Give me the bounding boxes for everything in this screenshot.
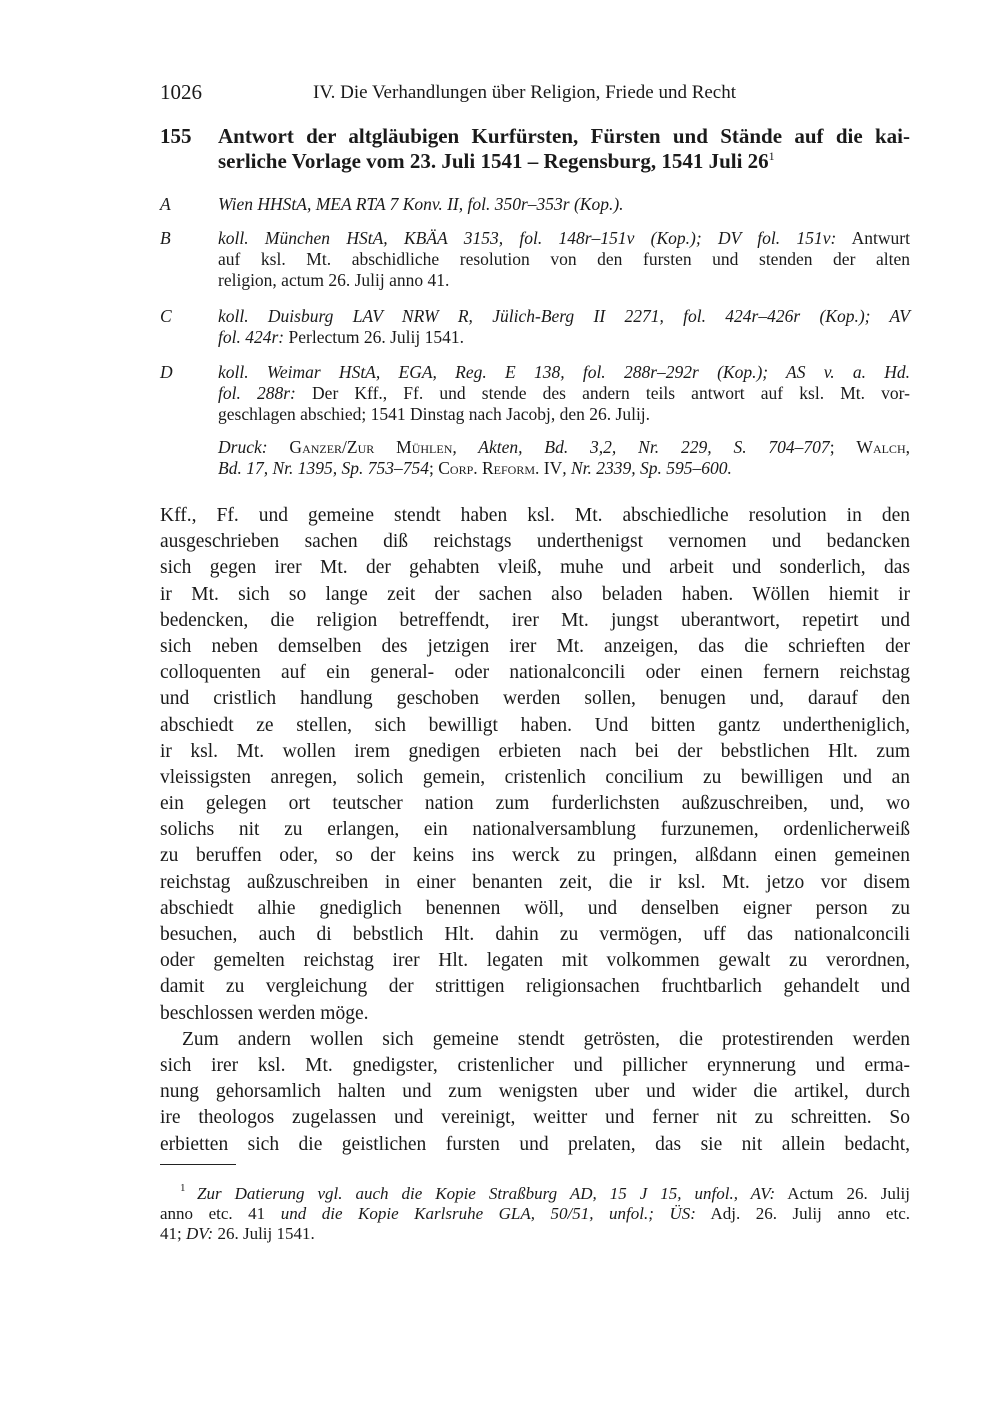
body-line: Zum andern wollen sich gemeine stendt getrösten, die protestirenden werden [182,1028,910,1050]
text-segment: Druck: [218,437,268,457]
body-line: Kff., Ff. und gemeine stendt haben ksl. Mt. abschiedliche resolution in den [160,505,910,526]
text-segment: DV: [185,1224,214,1243]
text-segment: 26. Julij 1541. [213,1224,315,1243]
text-line [218,270,910,291]
text-line [160,1184,910,1204]
body-line: beschlossen werden möge. [160,1002,369,1024]
text-segment: Zur Datierung vgl. auch die Kopie Straßburg AD, 15 J 15, unfol., AV: [197,1184,776,1203]
body-line: ire theologos zugelassen und vereinigt, weitter und ferner nit zu schreitten. So [160,1107,910,1129]
footnote-divider [160,1164,236,1165]
text-segment: , Akten, Bd. 3,2, Nr. 229, S. 704–707 [452,437,830,457]
document-title [218,124,910,174]
body-line: besuchen, auch di bebstlich Hlt. dahin zu vermögen, uff das nationalconcili [160,924,910,945]
text-segment: IV [539,458,563,478]
main-text [160,503,910,1158]
text-segment: geschlagen abschied; 1541 Dinstag nach Jacobj, den 26. Julij. [218,404,651,424]
text-line [218,249,910,270]
text-segment: fol. 424r: [218,327,285,347]
text-line [218,458,910,479]
text-segment: koll. Duisburg LAV NRW R, Jülich-Berg II 2271, fol. 424r–426r (Kop.); AV [218,306,910,326]
text-segment: Actum 26. Julij [775,1184,910,1203]
body-line: abschiedt ze stellen, sich bewilligt haben. Und bitten gantz undertheniglich, [160,714,910,736]
source-siglum: A [160,194,171,214]
text-segment: Ganzer/Zur Mühlen [267,437,453,457]
text-line [218,306,910,327]
footnote [160,1184,910,1244]
body-line: und cristlich handlung geschoben werden sollen, benugen und, darauf den [160,688,910,710]
body-line: zu beruffen oder, so der keins ins werck zu pringen, alßdann einen gemeinen [160,845,910,867]
text-line [218,404,910,425]
body-line: colloquenten auf ein general- oder nationalconcili oder einen fernern reichstag [160,662,910,684]
source-siglum: C [160,306,172,326]
text-segment: Bd. 17, Nr. 1395, Sp. 753–754 [218,458,429,478]
text-line [218,194,910,215]
body-line: bedencken, die religion betreffendt, irer Mt. jungst uberantwort, repetirt und [160,609,910,631]
body-line: oder gemelten reichstag irer Hlt. legaten mit volkommen gewalt zu verordnen, [160,950,910,972]
source-entry [218,362,910,425]
text-line [160,1224,910,1244]
source-entry [218,228,910,291]
body-line: ir ksl. Mt. wollen irem gnedigen erbieten nach bei der bebstlichen Hlt. zum [160,740,910,762]
title-line [218,149,910,174]
source-entry [218,306,910,348]
text-segment: Walch, [856,437,910,457]
source-siglum: D [160,362,173,382]
text-segment: anno etc. 41 [160,1204,281,1223]
source-entry [218,437,910,479]
body-line: reichstag außzuschreiben in einer benanten zeit, die ir ksl. Mt. jetzo vor disem [160,871,910,893]
body-line: sich neben demselben des jetzigen irer Mt. anzeigen, das die schrieften der [160,635,910,657]
text-segment: Corp. Reform. [438,458,540,478]
body-line: sich gegen irer Mt. der gehabten vleiß, muhe und arbeit und sonderlich, das [160,557,910,579]
body-line: ir Mt. sich so lange zeit der sachen also beladen haben. Wöllen hiemit ir [160,583,910,605]
text-line [218,228,910,249]
body-line: solichs nit zu erlangen, ein nationalversamblung furzunemen, ordenlicherweiß [160,819,910,841]
text-segment: koll. Weimar HStA, EGA, Reg. E 138, fol. 288r–292r (Kop.); AS v. a. Hd. [218,362,910,382]
text-line [218,383,910,404]
source-entry [218,194,910,215]
body-line: ein gelegen ort teutscher nation zum furderlichsten außzuschreiben, und, wo [160,793,910,815]
text-segment: Perlectum 26. Julij 1541. [284,327,464,347]
text-segment: , Nr. 2339, Sp. 595–600. [562,458,732,478]
text-segment: fol. 288r: [218,383,296,403]
text-segment: 41; [160,1224,186,1243]
text-line [218,362,910,383]
source-siglum: B [160,228,171,248]
text-segment: Wien HHStA, MEA RTA 7 Konv. II, fol. 350r–353r (Kop.). [218,194,624,214]
text-segment: Adj. 26. Julij anno etc. [695,1204,910,1223]
title-line: Antwort der altgläubigen Kurfürsten, Fürsten und Stände auf die kai- [218,124,910,148]
text-line [218,437,910,458]
text-segment: ; [428,458,439,478]
text-line [160,1204,910,1224]
page-number: 1026 [160,80,202,104]
body-line: abschiedt alhie gnediglich benennen wöll, und denselben eigner person zu [160,897,910,919]
body-line: ausgeschrieben sachen diß reichstags underthenigst vernomen und bedancken [160,531,910,553]
text-line [218,327,910,348]
running-title: IV. Die Verhandlungen über Religion, Friede und Recht [313,82,737,103]
body-line: vleissigsten anregen, solich gemein, cristenlich concilium zu bewilligen und an [160,766,910,788]
text-segment: und die Kopie Karlsruhe GLA, 50/51, unfol.; ÜS: [280,1204,696,1223]
text-segment: auf ksl. Mt. abschidliche resolution von den fursten und stenden der alten [218,249,910,269]
text-segment: ; [829,437,857,457]
text-segment: Der Kff., Ff. und stende des andern teils antwort auf ksl. Mt. vor- [295,383,910,403]
body-line: nung gehorsamlich halten und zum wenigsten uber und wider die artikel, durch [160,1081,910,1103]
body-line: sich irer ksl. Mt. gnedigster, cristenlicher und pillicher erynnerung und erma- [160,1054,910,1076]
body-line: erbietten sich die geistlichen fursten und prelaten, das sie nit allein bedacht, [160,1133,910,1155]
text-segment: Antwurt [836,228,910,248]
title-text: serliche Vorlage vom 23. Juli 1541 – Regensburg, 1541 Juli 26 [218,149,769,173]
text-segment: koll. München HStA, KBÄA 3153, fol. 148r–151v (Kop.); DV fol. 151v: [218,228,837,248]
document-number: 155 [160,124,192,148]
footnote-number: 1 [180,1182,197,1194]
body-line: damit zu vergleichung der strittigen religionsachen fruchtbarlich gehandelt und [160,976,910,998]
text-segment: religion, actum 26. Julij anno 41. [218,270,450,290]
footnote-ref: 1 [768,149,775,163]
